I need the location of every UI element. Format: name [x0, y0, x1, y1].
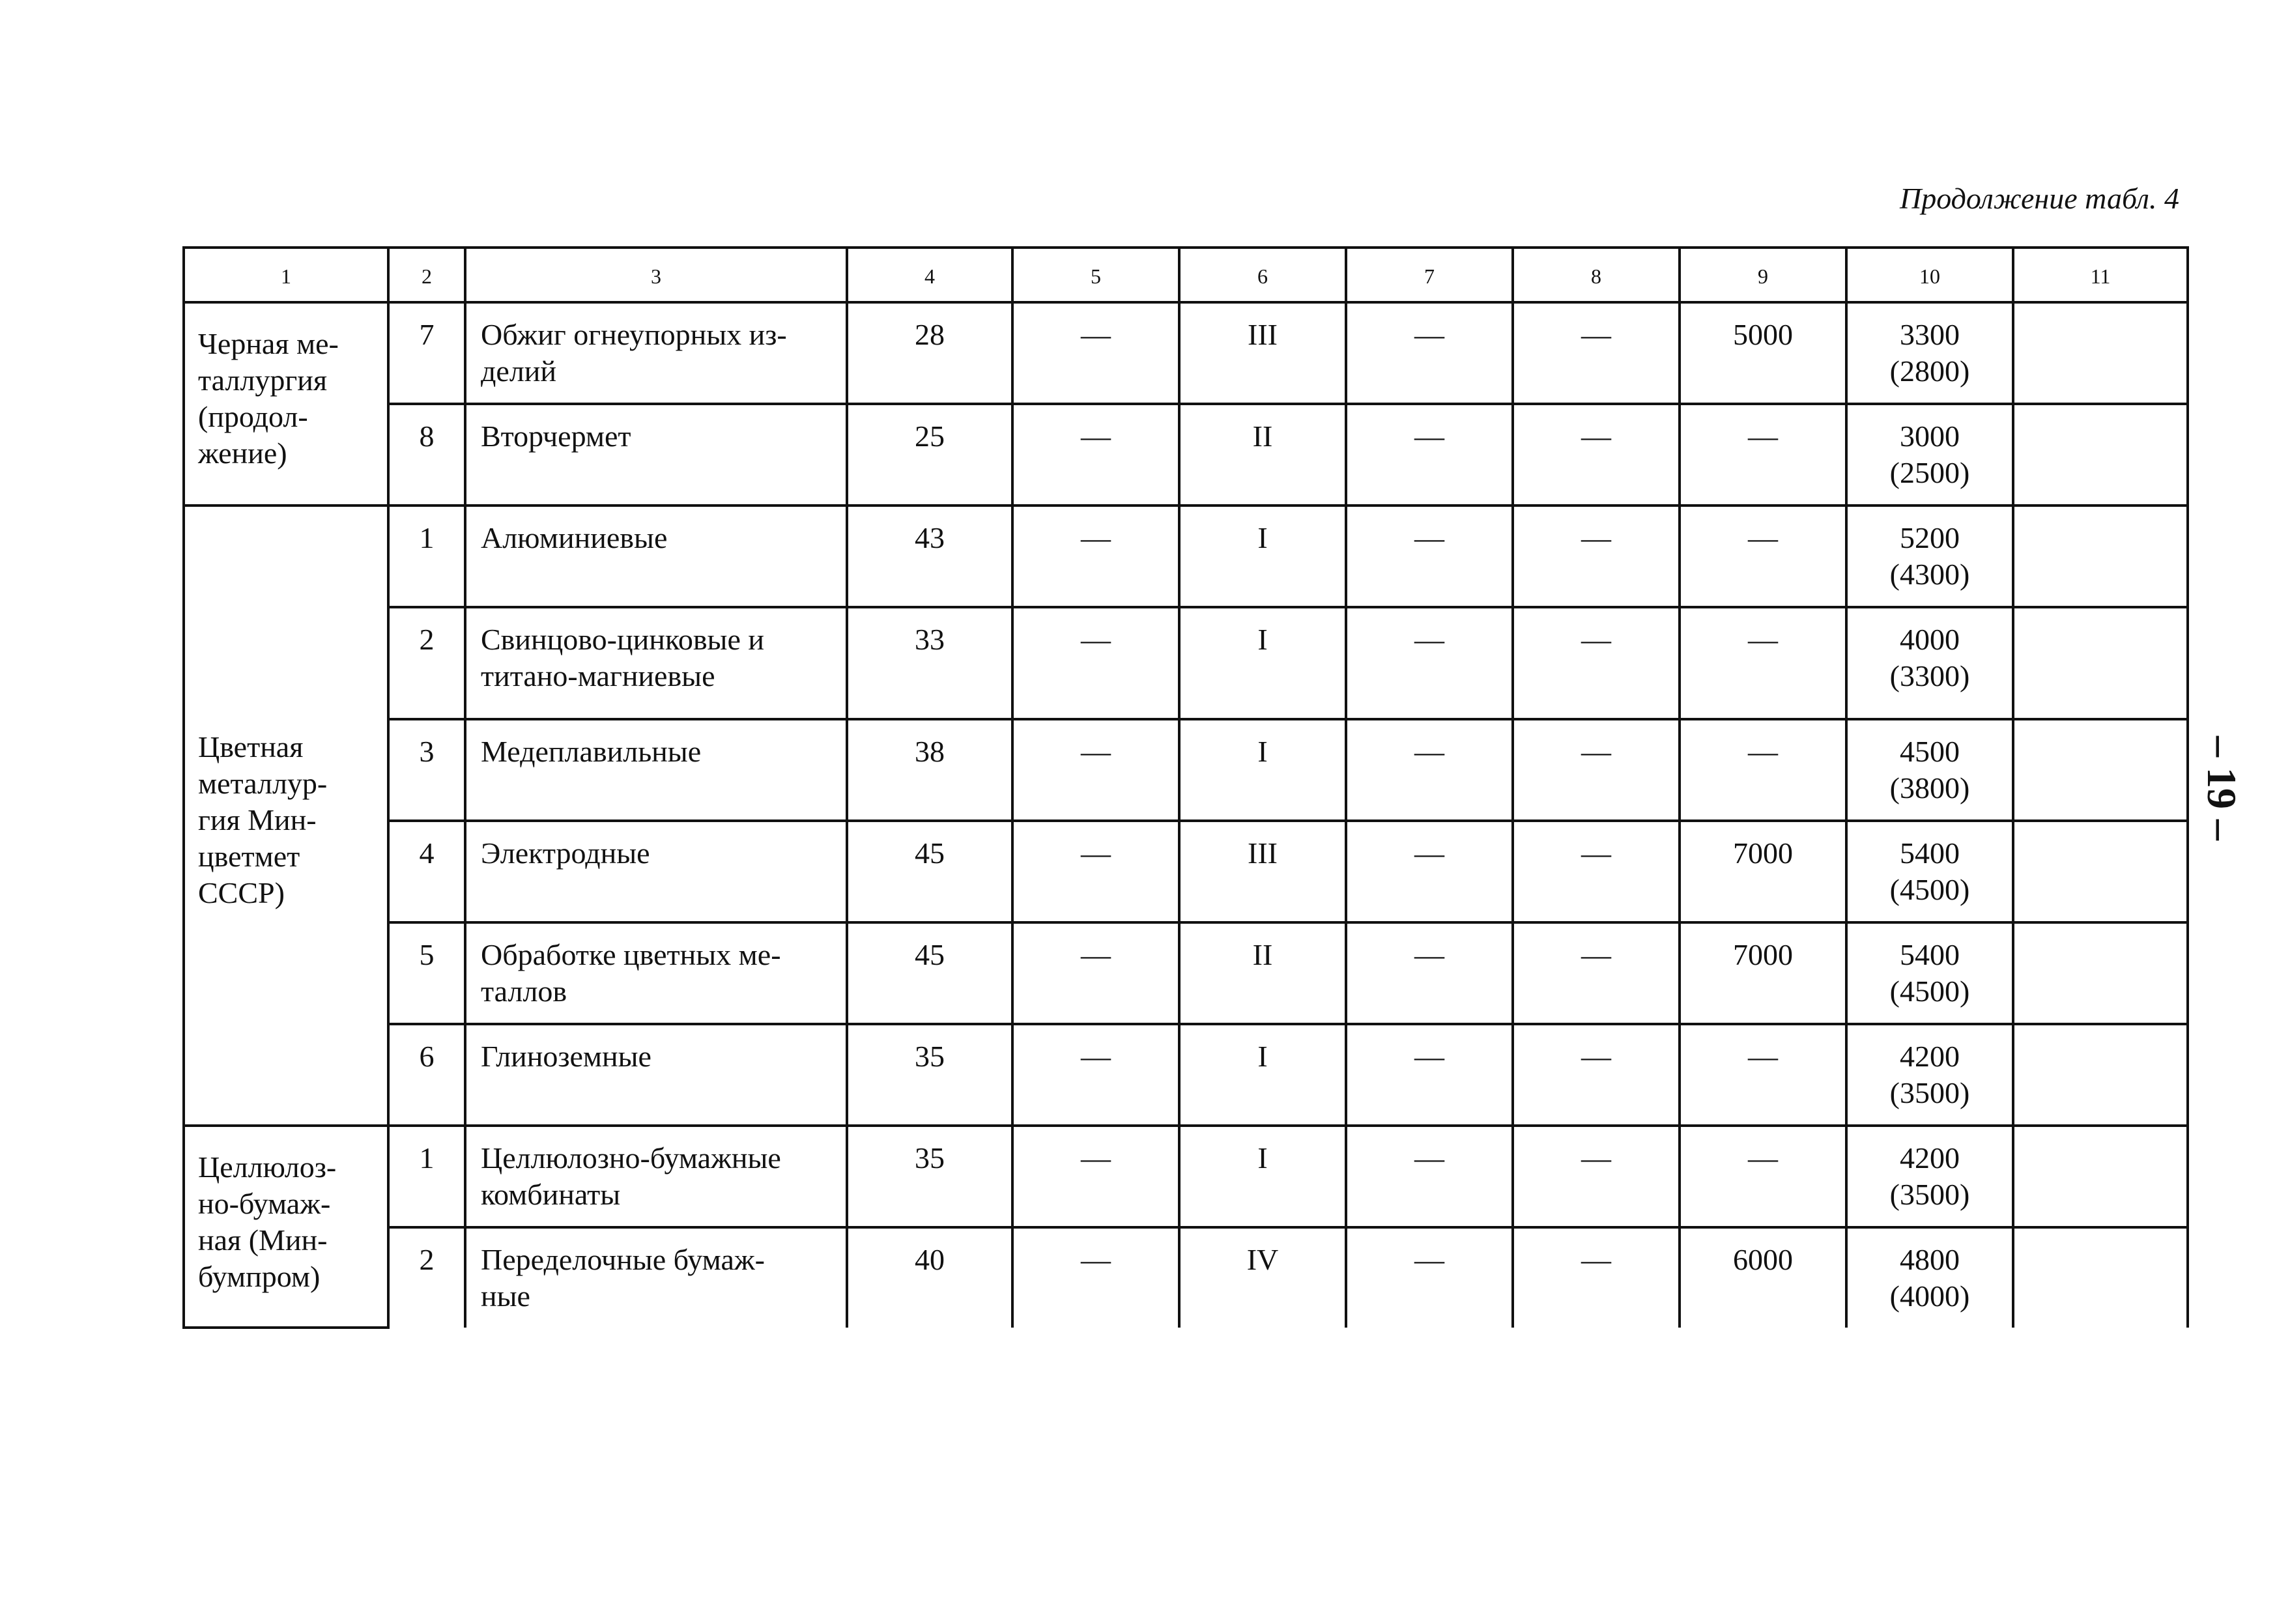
industry-group-cell: Цветная металлур- гия Мин- цветмет СССР): [184, 506, 388, 1126]
col4-cell: 35: [847, 1126, 1012, 1227]
col7-cell: —: [1346, 1126, 1513, 1227]
industry-group-cell: Черная ме- таллургия (продол- жение): [184, 302, 388, 506]
col10-cell: 4200 (3500): [1846, 1024, 2013, 1126]
table-row: [184, 719, 2188, 821]
column-number-row: [184, 248, 2188, 302]
col6-cell: III: [1179, 302, 1346, 404]
col6-cell: I: [1179, 506, 1346, 607]
col9-cell: —: [1680, 506, 1846, 607]
col8-cell: —: [1513, 506, 1680, 607]
table-row: [184, 922, 2188, 1024]
table-row: [184, 404, 2188, 506]
col11-cell: [2013, 506, 2188, 607]
col6-cell: I: [1179, 1126, 1346, 1227]
row-number-cell: 7: [388, 302, 465, 404]
col11-cell: [2013, 922, 2188, 1024]
col10-cell: 4500 (3800): [1846, 719, 2013, 821]
row-number-cell: 3: [388, 719, 465, 821]
col8-cell: —: [1513, 1126, 1680, 1227]
col8-cell: —: [1513, 922, 1680, 1024]
col8-cell: —: [1513, 607, 1680, 719]
col11-cell: [2013, 1227, 2188, 1328]
col4-cell: 38: [847, 719, 1012, 821]
enterprise-name-cell: Обжиг огнеупорных из- делий: [465, 302, 847, 404]
col5-cell: —: [1012, 404, 1179, 506]
col6-cell: I: [1179, 719, 1346, 821]
col4-cell: 33: [847, 607, 1012, 719]
col7-cell: —: [1346, 922, 1513, 1024]
col7-cell: —: [1346, 404, 1513, 506]
enterprise-name-cell: Целлюлозно-бумажные комбинаты: [465, 1126, 847, 1227]
col8-cell: —: [1513, 302, 1680, 404]
row-number-cell: 5: [388, 922, 465, 1024]
col6-cell: IV: [1179, 1227, 1346, 1328]
col11-cell: [2013, 821, 2188, 922]
row-number-cell: 6: [388, 1024, 465, 1126]
col9-cell: —: [1680, 404, 1846, 506]
col8-cell: —: [1513, 1024, 1680, 1126]
col10-cell: 4800 (4000): [1846, 1227, 2013, 1328]
col8-cell: —: [1513, 719, 1680, 821]
col7-cell: —: [1346, 1024, 1513, 1126]
col4-cell: 43: [847, 506, 1012, 607]
table-row: [184, 821, 2188, 922]
column-number-9: 9: [1680, 248, 1846, 302]
col8-cell: —: [1513, 404, 1680, 506]
column-number-3: 3: [465, 248, 847, 302]
col5-cell: —: [1012, 302, 1179, 404]
column-number-8: 8: [1513, 248, 1680, 302]
col7-cell: —: [1346, 506, 1513, 607]
col7-cell: —: [1346, 1227, 1513, 1328]
column-number-10: 10: [1846, 248, 2013, 302]
col9-cell: —: [1680, 1024, 1846, 1126]
col7-cell: —: [1346, 302, 1513, 404]
industry-group-cell: Целлюлоз- но-бумаж- ная (Мин- бумпром): [184, 1126, 388, 1328]
column-number-1: 1: [184, 248, 388, 302]
col4-cell: 28: [847, 302, 1012, 404]
col6-cell: I: [1179, 607, 1346, 719]
enterprise-name-cell: Переделочные бумаж- ные: [465, 1227, 847, 1328]
row-number-cell: 8: [388, 404, 465, 506]
col6-cell: I: [1179, 1024, 1346, 1126]
row-number-cell: 1: [388, 506, 465, 607]
table-row: [184, 1024, 2188, 1126]
table-row: [184, 1126, 2188, 1227]
column-number-6: 6: [1179, 248, 1346, 302]
col5-cell: —: [1012, 1227, 1179, 1328]
data-table: [182, 246, 2189, 1329]
col10-cell: 5400 (4500): [1846, 922, 2013, 1024]
col4-cell: 45: [847, 922, 1012, 1024]
col5-cell: —: [1012, 719, 1179, 821]
column-number-11: 11: [2013, 248, 2188, 302]
col10-cell: 3000 (2500): [1846, 404, 2013, 506]
col5-cell: —: [1012, 922, 1179, 1024]
col5-cell: —: [1012, 607, 1179, 719]
col11-cell: [2013, 1126, 2188, 1227]
col9-cell: —: [1680, 607, 1846, 719]
col4-cell: 40: [847, 1227, 1012, 1328]
col9-cell: 7000: [1680, 922, 1846, 1024]
col7-cell: —: [1346, 607, 1513, 719]
col7-cell: —: [1346, 821, 1513, 922]
col9-cell: 6000: [1680, 1227, 1846, 1328]
col9-cell: —: [1680, 1126, 1846, 1227]
col6-cell: II: [1179, 922, 1346, 1024]
col5-cell: —: [1012, 1126, 1179, 1227]
page-number-text: – 19 –: [2199, 736, 2245, 840]
col11-cell: [2013, 719, 2188, 821]
column-number-4: 4: [847, 248, 1012, 302]
col5-cell: —: [1012, 506, 1179, 607]
col5-cell: —: [1012, 1024, 1179, 1126]
enterprise-name-cell: Свинцово-цинковые и титано-магниевые: [465, 607, 847, 719]
col9-cell: 5000: [1680, 302, 1846, 404]
col11-cell: [2013, 1024, 2188, 1126]
col4-cell: 45: [847, 821, 1012, 922]
col7-cell: —: [1346, 719, 1513, 821]
col6-cell: II: [1179, 404, 1346, 506]
table-row: [184, 607, 2188, 719]
row-number-cell: 2: [388, 1227, 465, 1328]
enterprise-name-cell: Обработке цветных ме- таллов: [465, 922, 847, 1024]
enterprise-name-cell: Глиноземные: [465, 1024, 847, 1126]
table-row: [184, 1227, 2188, 1328]
col11-cell: [2013, 404, 2188, 506]
table-row: [184, 302, 2188, 404]
row-number-cell: 2: [388, 607, 465, 719]
enterprise-name-cell: Медеплавильные: [465, 719, 847, 821]
col9-cell: 7000: [1680, 821, 1846, 922]
col10-cell: 3300 (2800): [1846, 302, 2013, 404]
column-number-2: 2: [388, 248, 465, 302]
col4-cell: 35: [847, 1024, 1012, 1126]
column-number-5: 5: [1012, 248, 1179, 302]
col11-cell: [2013, 607, 2188, 719]
col8-cell: —: [1513, 821, 1680, 922]
col8-cell: —: [1513, 1227, 1680, 1328]
table-continuation-caption: Продолжение табл. 4: [1900, 182, 2179, 215]
enterprise-name-cell: Вторчермет: [465, 404, 847, 506]
col10-cell: 5200 (4300): [1846, 506, 2013, 607]
col9-cell: —: [1680, 719, 1846, 821]
col10-cell: 5400 (4500): [1846, 821, 2013, 922]
col5-cell: —: [1012, 821, 1179, 922]
column-number-7: 7: [1346, 248, 1513, 302]
col10-cell: 4000 (3300): [1846, 607, 2013, 719]
enterprise-name-cell: Алюминиевые: [465, 506, 847, 607]
col4-cell: 25: [847, 404, 1012, 506]
col6-cell: III: [1179, 821, 1346, 922]
page-number: [2189, 723, 2254, 853]
table-body: [184, 248, 2188, 1328]
row-number-cell: 1: [388, 1126, 465, 1227]
col10-cell: 4200 (3500): [1846, 1126, 2013, 1227]
row-number-cell: 4: [388, 821, 465, 922]
enterprise-name-cell: Электродные: [465, 821, 847, 922]
table-row: [184, 506, 2188, 607]
col11-cell: [2013, 302, 2188, 404]
